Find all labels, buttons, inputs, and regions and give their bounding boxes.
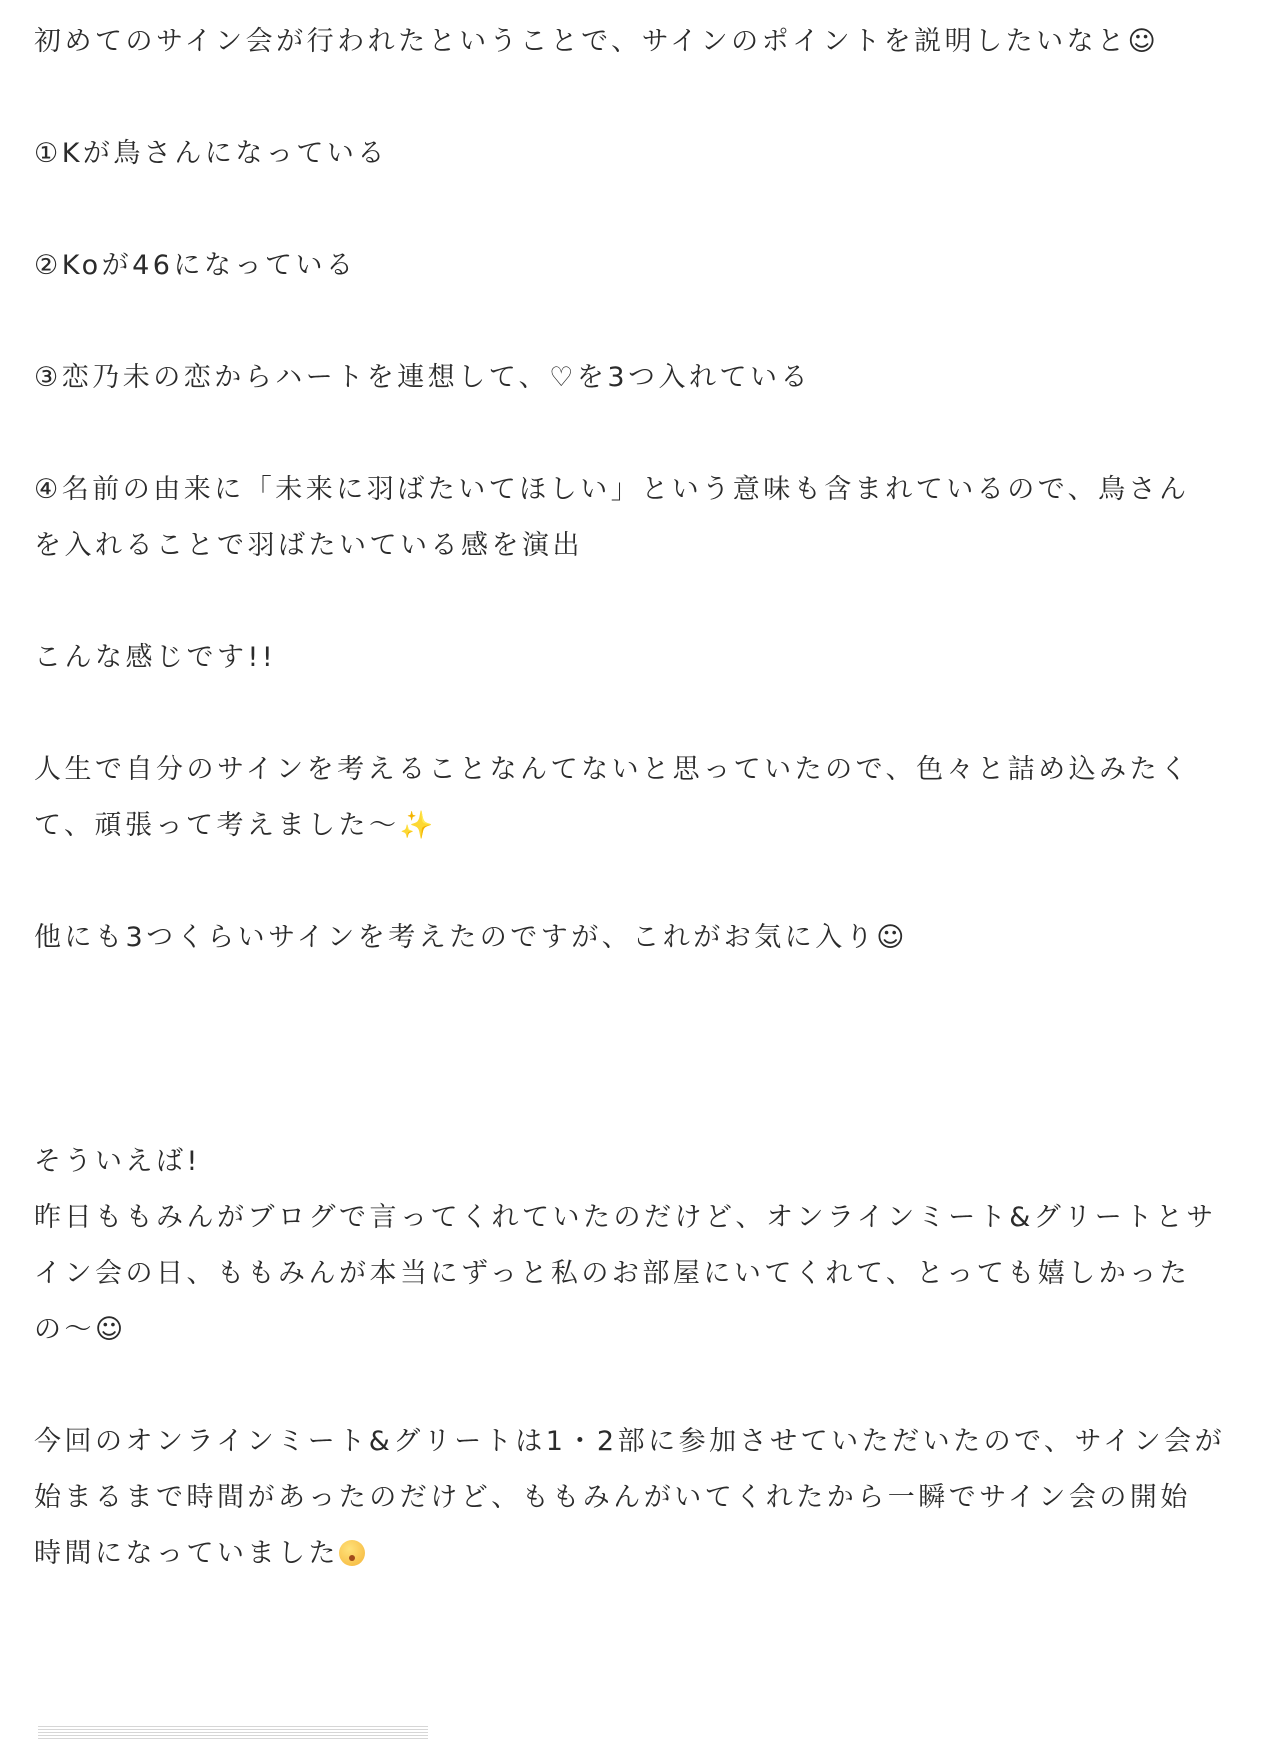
point-1: ①Kが鳥さんになっている bbox=[34, 138, 388, 169]
paragraph-life-line-1: 人生で自分のサインを考えることなんてないと思っていたので、色々と詰め込みたく bbox=[34, 754, 1191, 785]
point-4-line-1: ④名前の由来に「未来に羽ばたいてほしい」という意味も含まれているので、鳥さん bbox=[34, 474, 1190, 505]
paragraph-meet-line-1: 今回のオンラインミート&グリートは1・2部に参加させていただいたので、サイン会が bbox=[34, 1426, 1226, 1457]
faded-divider bbox=[38, 1726, 428, 1740]
paragraph-meet-line-2: 始まるまで時間があったのだけど、ももみんがいてくれたから一瞬でサイン会の開始 bbox=[34, 1482, 1191, 1513]
paragraph-favorite: 他にも3つくらいサインを考えたのですが、これがお気に入り☺ bbox=[34, 922, 908, 953]
paragraph-momomin-line-2: イン会の日、ももみんが本当にずっと私のお部屋にいてくれて、とっても嬉しかった bbox=[34, 1258, 1191, 1289]
point-3: ③恋乃未の恋からハートを連想して、♡を3つ入れている bbox=[34, 362, 812, 393]
paragraph-momomin-line-1: 昨日ももみんがブログで言ってくれていたのだけど、オンラインミート&グリートとサ bbox=[34, 1202, 1217, 1233]
paragraph-life-line-2 bbox=[34, 798, 1254, 854]
blog-post-body bbox=[34, 14, 1254, 1582]
paragraph-momomin-line-3: の〜☺ bbox=[34, 1314, 127, 1345]
sparkles-icon: ✨ bbox=[399, 810, 437, 841]
paragraph-sign-intro: 初めてのサイン会が行われたということで、サインのポイントを説明したいなと☺ bbox=[34, 26, 1160, 57]
face-with-hand-over-mouth-icon bbox=[339, 1540, 365, 1566]
paragraph-meet-line-3-text: 時間になっていました bbox=[34, 1538, 339, 1569]
paragraph-summary: こんな感じです!! bbox=[34, 642, 277, 673]
paragraph-life-line-2-text: て、頑張って考えました〜 bbox=[34, 810, 400, 841]
paragraph-meet-line-3 bbox=[34, 1526, 1254, 1582]
paragraph-by-the-way: そういえば! bbox=[34, 1146, 201, 1177]
point-4-line-2: を入れることで羽ばたいている感を演出 bbox=[34, 530, 583, 561]
point-2: ②Koが46になっている bbox=[34, 250, 357, 281]
